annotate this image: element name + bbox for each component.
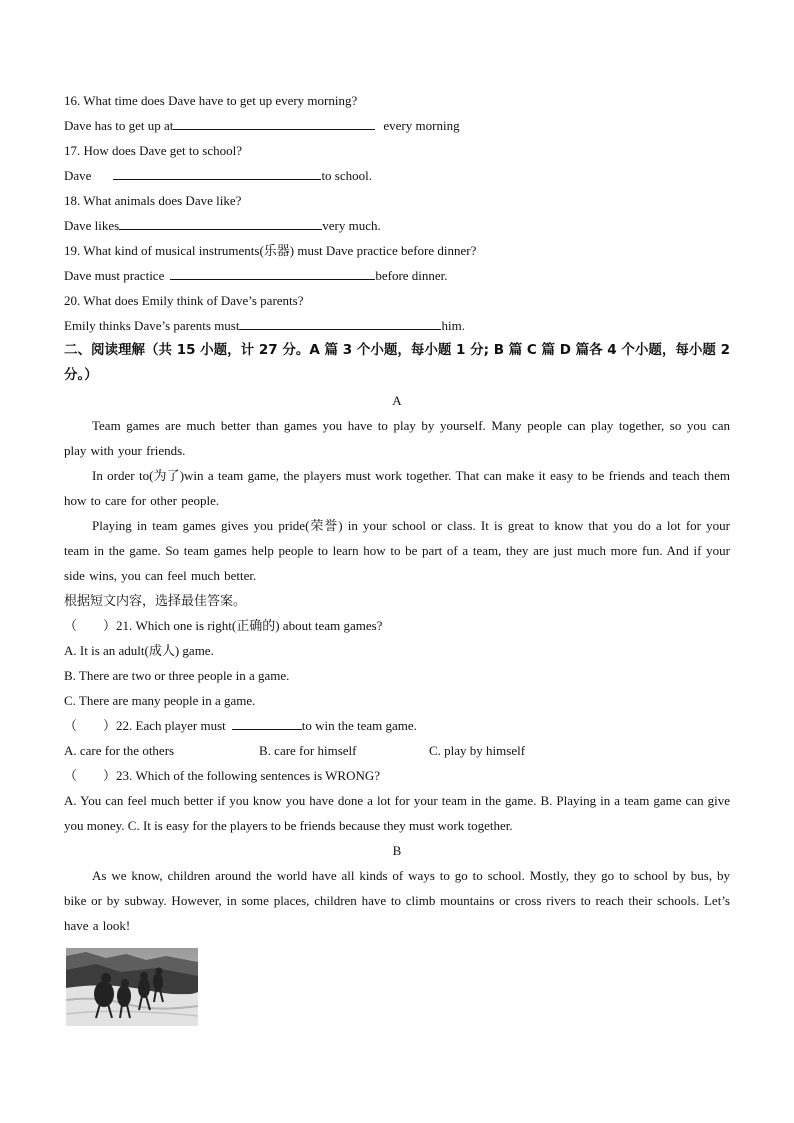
question-19: 19. What kind of musical instruments(乐器) must Dave practice before dinner? bbox=[64, 243, 477, 258]
passage-a-paragraph-1: Team games are much better than games you have to play by yourself. Many people can play together, so you can play with your friends. bbox=[64, 418, 730, 458]
passage-b-paragraph-1: As we know, children around the world have all kinds of ways to go to school. Mostly, they go to school by bus, by bike or by subway. However, in some places, children have to climb mountains or cross rivers to reach their schools. Let’s have a look! bbox=[64, 868, 730, 933]
question-20: 20. What does Emily think of Dave’s parents? bbox=[64, 293, 304, 308]
worksheet-page bbox=[64, 88, 730, 938]
instruction: 根据短文内容，选择最佳答案。 bbox=[64, 593, 247, 608]
question-23: （ ）23. Which of the following sentences is WRONG? bbox=[64, 768, 381, 783]
answer-16 bbox=[64, 113, 730, 138]
options-23: A. You can feel much better if you know you have done a lot for your team in the game. B. Playing in a team game can give you money. C. It is easy for the players to be friends because they must work together. bbox=[64, 793, 730, 833]
question-21: （ ）21. Which one is right(正确的) about team games? bbox=[64, 618, 383, 633]
answer-17-blank[interactable] bbox=[113, 165, 321, 180]
children-crossing-river-photo bbox=[66, 948, 198, 1026]
answer-16-suffix: every morning bbox=[383, 118, 460, 133]
option-22-a: A. care for the others bbox=[64, 743, 175, 758]
question-22-blank[interactable] bbox=[232, 715, 302, 730]
answer-16-blank[interactable] bbox=[173, 115, 375, 130]
answer-18 bbox=[64, 213, 730, 238]
answer-19-suffix: before dinner. bbox=[375, 268, 448, 283]
option-22-b: B. care for himself bbox=[259, 743, 357, 758]
option-21-a: A. It is an adult(成人) game. bbox=[64, 643, 214, 658]
answer-17-prefix: Dave bbox=[64, 168, 92, 183]
answer-20-blank[interactable] bbox=[239, 315, 441, 330]
option-21-c: C. There are many people in a game. bbox=[64, 693, 256, 708]
passage-a-paragraph-2: In order to(为了)win a team game, the players must work together. That can make it easy to be friends and teach them how to care for other people. bbox=[64, 468, 730, 508]
question-22 bbox=[64, 713, 730, 738]
answer-20-prefix: Emily thinks Dave’s parents must bbox=[64, 318, 240, 333]
answer-19-blank[interactable] bbox=[170, 265, 375, 280]
answer-18-suffix: very much. bbox=[322, 218, 381, 233]
answer-18-blank[interactable] bbox=[119, 215, 322, 230]
question-18: 18. What animals does Dave like? bbox=[64, 193, 242, 208]
question-22-prefix: （ ）22. Each player must bbox=[64, 718, 226, 733]
answer-20-suffix: him. bbox=[441, 318, 465, 333]
answer-17 bbox=[64, 163, 730, 188]
option-21-b: B. There are two or three people in a game. bbox=[64, 668, 290, 683]
passage-a-label: A bbox=[392, 393, 402, 408]
question-22-suffix: to win the team game. bbox=[301, 718, 417, 733]
question-16: 16. What time does Dave have to get up every morning? bbox=[64, 93, 358, 108]
section-heading: 二、阅读理解（共 15 小题，计 27 分。A 篇 3 个小题，每小题 1 分; B 篇 C 篇 D 篇各 4 个小题，每小题 2 分。） bbox=[64, 342, 730, 383]
passage-a-paragraph-3: Playing in team games gives you pride(荣誉) in your school or class. It is great to know that you do a lot for your team in the game. So team games help people to learn how to be part of a team, they are just much more fun. And if your side wins, you can feel much better. bbox=[64, 518, 730, 583]
passage-b-label: B bbox=[392, 843, 402, 858]
option-22-c: C. play by himself bbox=[429, 743, 526, 758]
answer-19 bbox=[64, 263, 730, 288]
answer-17-suffix: to school. bbox=[321, 168, 372, 183]
options-22 bbox=[64, 738, 730, 763]
answer-18-prefix: Dave likes bbox=[64, 218, 120, 233]
answer-16-prefix: Dave has to get up at bbox=[64, 118, 174, 133]
question-17: 17. How does Dave get to school? bbox=[64, 143, 242, 158]
answer-19-prefix: Dave must practice bbox=[64, 268, 165, 283]
answer-20 bbox=[64, 313, 730, 338]
